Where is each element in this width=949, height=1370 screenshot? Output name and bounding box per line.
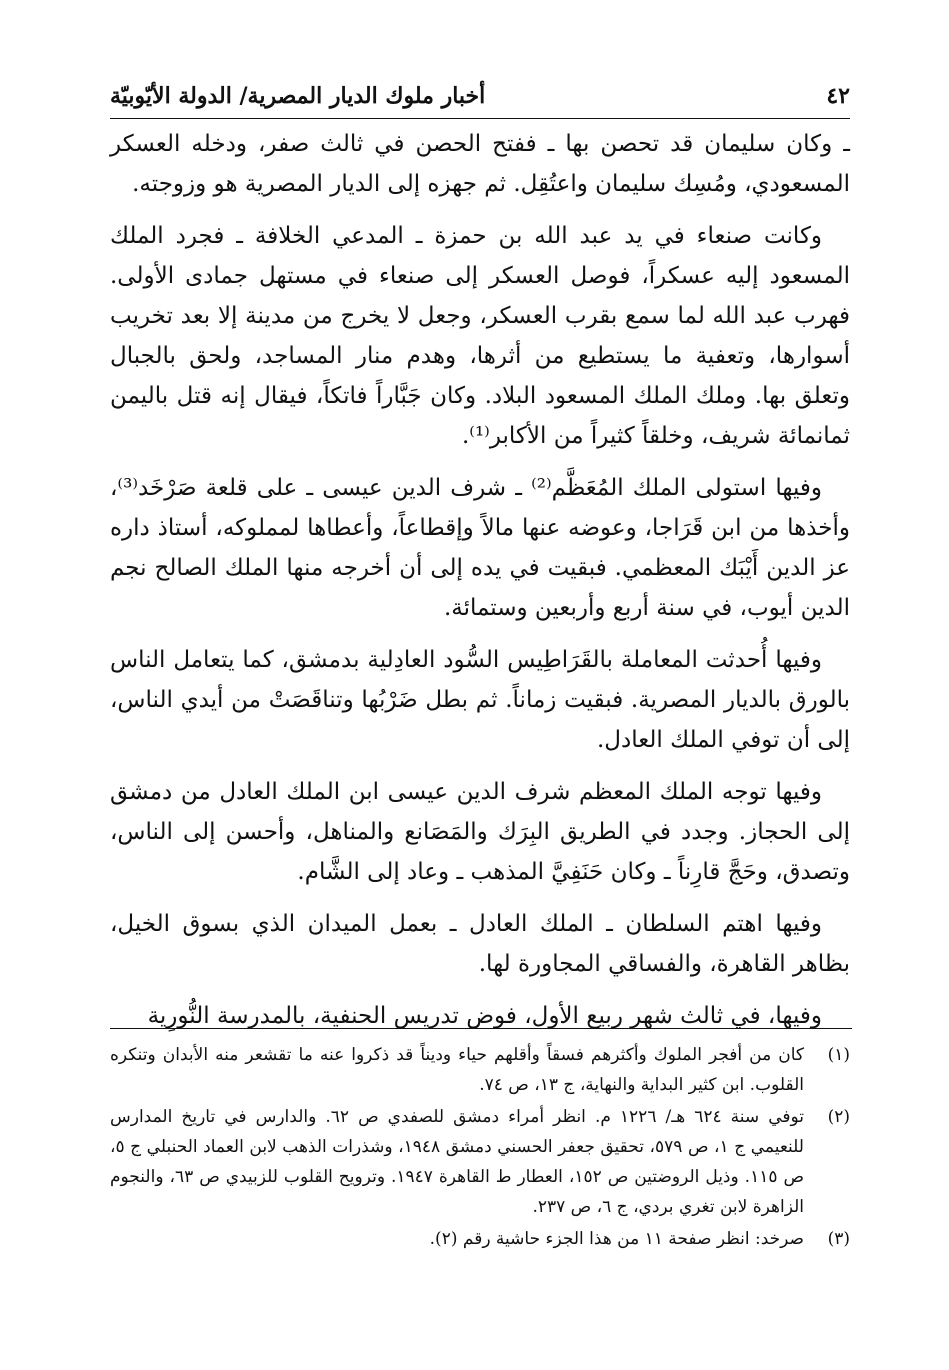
paragraph: وفيها، في ثالث شهر ربيع الأول، فوض تدريس الحنفية، بالمدرسة النُّورِية (147, 1003, 822, 1029)
footnote-number: (٢) (827, 1107, 850, 1127)
paragraph: وفيها توجه الملك المعظم شرف الدين عيسى ابن الملك العادل من دمشق إلى الحجاز. وجدد في الطريق البِرَك والمَصَانع والمناهل، وأحسن إلى الناس، وتصدق، وحَجَّ قارِناً ـ وكان حَنَفِيَّ المذهب ـ وعاد إلى الشَّام. (110, 779, 850, 885)
paragraph: ـ وكان سليمان قد تحصن بها ـ ففتح الحصن في ثالث صفر، ودخله العسكر المسعودي، ومُسِك سليمان واعتُقِل. ثم جهزه إلى الديار المصرية هو وزوجته. (110, 131, 850, 197)
footnote-number: (١) (827, 1045, 850, 1065)
footnote (110, 1224, 850, 1254)
footnote (110, 1102, 850, 1222)
header-rule (110, 118, 850, 119)
page-number: ٤٢ (826, 83, 850, 109)
footnote-text: توفي سنة ٦٢٤ هـ/ ١٢٢٦ م. انظر أمراء دمشق للصفدي ص ٦٢. والدارس في تاريخ المدارس للنعيمي ج ١، ص ٥٧٩، تحقيق جعفر الحسني دمشق ١٩٤٨، وشذرات الذهب لابن العماد الحنبلي ج ٥، ص ١١٥. وذيل الروضتين ص ١٥٢، العطار ط القاهرة ١٩٤٧. وترويح القلوب للزبيدي ص ٦٣، والنجوم الزاهرة لابن تغري بردي، ج ٦، ص ٢٣٧. (110, 1107, 805, 1217)
footnote-rule (110, 1028, 852, 1029)
paragraph: وفيها أُحدثت المعاملة بالقَرَاطِيس السُّود العادِلية بدمشق، كما يتعامل الناس بالورق بالديار المصرية. فبقيت زماناً. ثم بطل ضَرْبُها وتناقَصَتْ من أيدي الناس، إلى أن توفي الملك العادل. (110, 647, 850, 753)
page-header (110, 78, 850, 114)
main-text (110, 124, 850, 1048)
footnotes (110, 1040, 850, 1256)
footnote-text: كان من أفجر الملوك وأكثرهم فسقاً وأقلهم حياء وديناً قد ذكروا عنه ما تقشعر منه الأبدان وتنكره القلوب. ابن كثير البداية والنهاية، ج ١٣، ص ٧٤. (110, 1045, 804, 1095)
footnote (110, 1040, 850, 1100)
paragraph: وفيها اهتم السلطان ـ الملك العادل ـ بعمل الميدان الذي بسوق الخيل، بظاهر القاهرة، والفساقي المجاورة لها. (110, 911, 850, 977)
footnote-number: (٣) (827, 1229, 850, 1249)
paragraph: وفيها استولى الملك المُعَظَّم⁽²⁾ ـ شرف الدين عيسى ـ على قلعة صَرْخَد⁽³⁾، وأخذها من ابن قَرَاجا، وعوضه عنها مالاً وإقطاعاً، وأعطاها لمملوكه، أستاذ داره عز الدين أَيْبَك المعظمي. فبقيت في يده إلى أن أخرجه منها الملك الصالح نجم الدين أيوب، في سنة أربع وأربعين وستمائة. (110, 475, 850, 621)
running-title: أخبار ملوك الديار المصرية/ الدولة الأيّوبيّة (110, 83, 486, 109)
paragraph: وكانت صنعاء في يد عبد الله بن حمزة ـ المدعي الخلافة ـ فجرد الملك المسعود إليه عسكراً، فوصل العسكر إلى صنعاء في مستهل جمادى الأولى. فهرب عبد الله لما سمع بقرب العسكر، وجعل لا يخرج من مدينة إلا بعد تخريب أسوارها، وتعفية ما يستطيع من أثرها، وهدم منار المساجد، ولحق بالجبال وتعلق بها. وملك الملك المسعود البلاد. وكان جَبَّاراً فاتكاً، فيقال إنه قتل باليمن ثمانمائة شريف، وخلقاً كثيراً من الأكابر⁽¹⁾. (110, 223, 850, 449)
footnote-text: صرخد: انظر صفحة ١١ من هذا الجزء حاشية رقم (٢). (429, 1229, 804, 1249)
